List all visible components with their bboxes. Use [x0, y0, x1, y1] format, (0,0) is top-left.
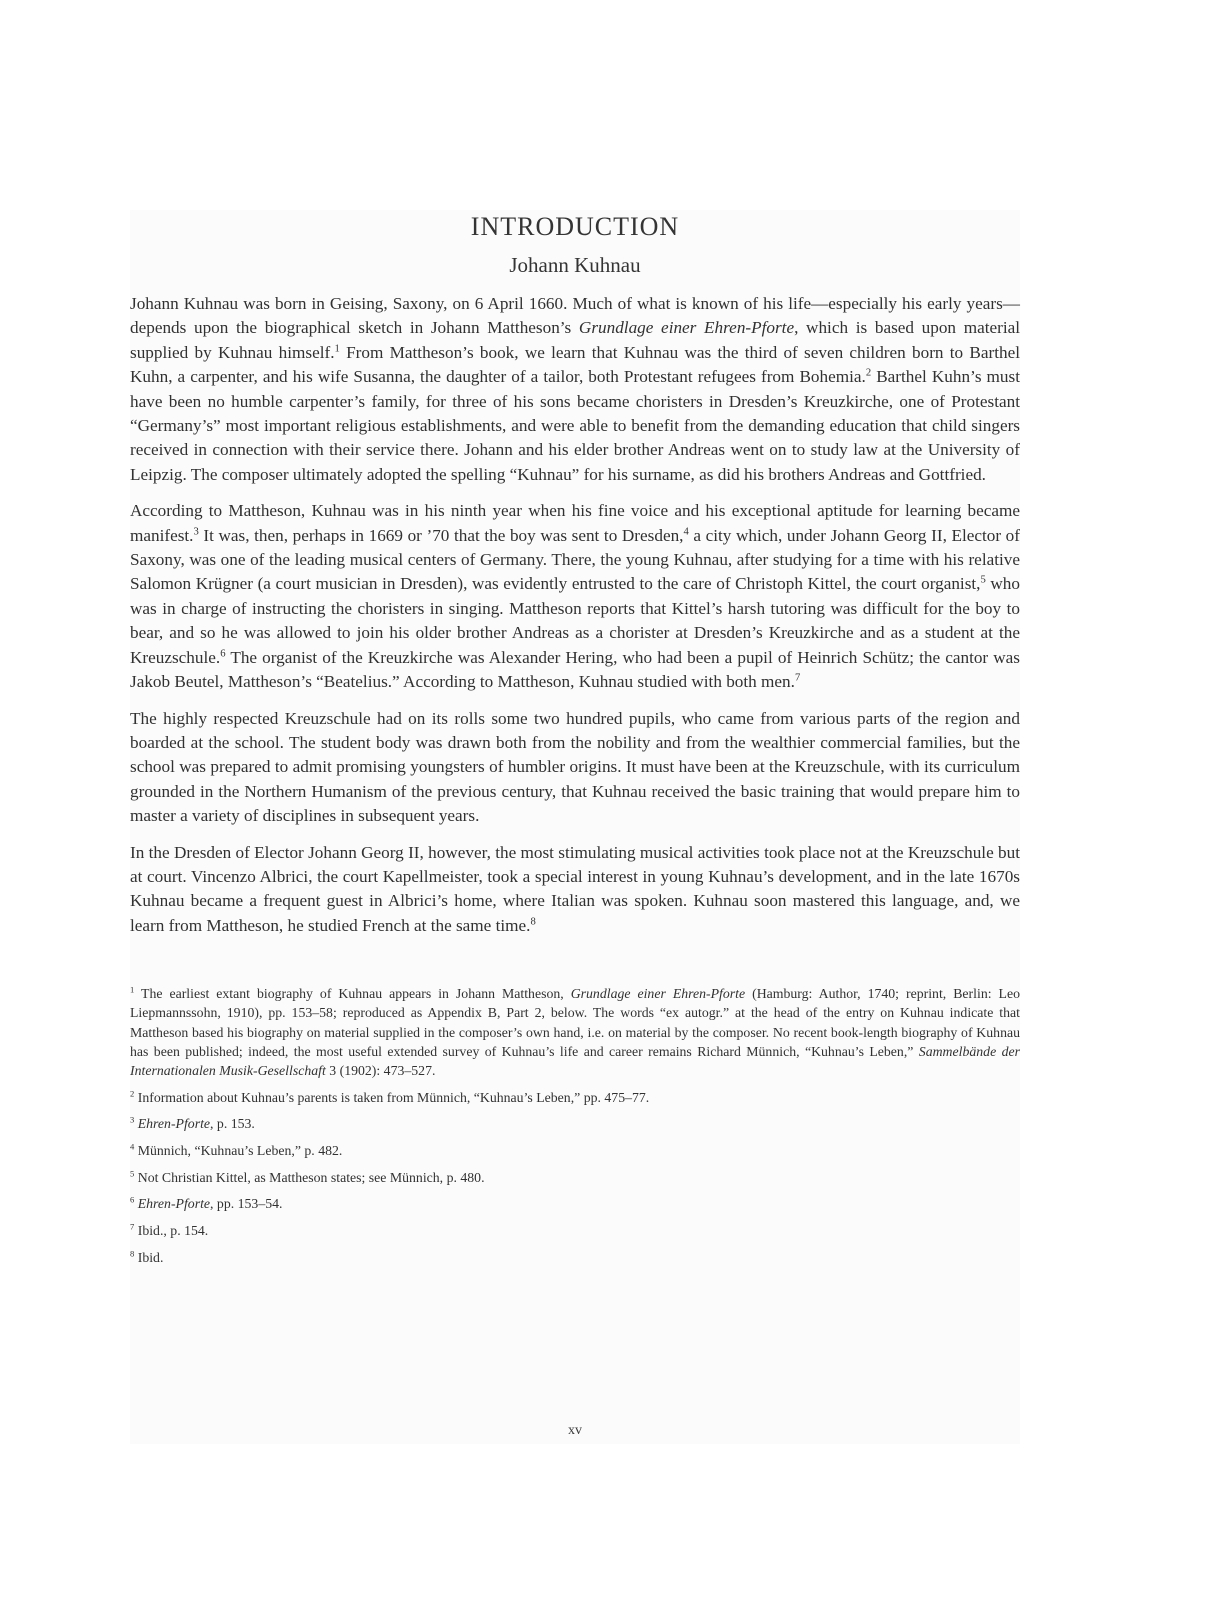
- text-run: From Mattheson’s book, we learn that Kuhnau was the third of seven children born to Barthel Kuhn, a carpenter, and his wife Susanna, the daughter of a tailor, both Protestant refugees from Bohemia.: [130, 342, 1020, 387]
- text-run: Johann Kuhnau was born in Geising, Saxony, on 6 April 1660. Much of what is known of his life—especially his early years—depends upon the biographical sketch in Johann Mattheson’s: [130, 294, 1020, 338]
- text-run: a city which, under Johann Georg II, Elector of Saxony, was one of the leading musical centers of Germany. There, the young Kuhnau, after studying for a time with his relative Salomon Krügner (a court musician in Dresden), was evidently entrusted to the care of Christoph Kittel, the court organist,: [130, 525, 1020, 594]
- page-number: xv: [568, 1423, 582, 1438]
- text-run: Münnich, “Kuhnau’s Leben,” p. 482.: [134, 1143, 343, 1159]
- body-text: [130, 292, 1020, 938]
- page-subtitle: Johann Kuhnau: [509, 253, 641, 277]
- paragraph-2: [130, 499, 1020, 694]
- footnote-ref: 1: [130, 984, 135, 995]
- text-run: According to Mattheson, Kuhnau was in his ninth year when his fine voice and his exceptional aptitude for learning became manifest.: [130, 501, 1020, 545]
- text-run: The organist of the Kreuzkirche was Alexander Hering, who had been a pupil of Heinrich Schütz; the cantor was Jakob Beutel, Mattheson’s “Beatelius.” According to Mattheson, Kuhnau studied with both men.: [130, 647, 1020, 692]
- footnote-ref: 5: [980, 574, 986, 586]
- footnote-5: [130, 1168, 1020, 1187]
- footnote-ref: 3: [193, 525, 199, 537]
- italic-run: Ehren-Pforte: [137, 1196, 211, 1212]
- footnote-ref: 4: [683, 525, 689, 537]
- footnote-ref: 5: [130, 1168, 135, 1179]
- scanned-book-page: [130, 210, 1020, 1444]
- text-run: , p. 153.: [210, 1116, 255, 1132]
- text-run: In the Dresden of Elector Johann Georg II, however, the most stimulating musical activities took place not at the Kreuzschule but at court. Vincenzo Albrici, the court Kapellmeister, took a special interest in young Kuhnau’s development, and in the late 1670s Kuhnau became a frequent guest in Albrici’s home, where Italian was spoken. Kuhnau soon mastered this language, and, we learn from Mattheson, he studied French at the same time.: [130, 842, 1020, 935]
- footnote-ref: 2: [130, 1088, 135, 1099]
- text-run: , pp. 153–54.: [210, 1196, 283, 1212]
- footnote-2: [130, 1088, 1020, 1107]
- paragraph-4: [130, 841, 1020, 939]
- text-run: Ibid.: [134, 1249, 164, 1265]
- footnote-ref: 4: [130, 1141, 135, 1152]
- text-run: Not Christian Kittel, as Mattheson states; see Münnich, p. 480.: [134, 1169, 485, 1185]
- italic-run: Grundlage einer Ehren-Pforte: [570, 986, 746, 1002]
- text-run: The earliest extant biography of Kuhnau appears in Johann Mattheson,: [134, 986, 571, 1002]
- page-title: INTRODUCTION: [470, 212, 680, 241]
- text-run: It was, then, perhaps in 1669 or ’70 that the boy was sent to Dresden,: [198, 525, 684, 545]
- footnote-ref: 6: [220, 647, 226, 659]
- footnote-ref: 8: [130, 1248, 135, 1259]
- text-run: Barthel Kuhn’s must have been no humble carpenter’s family, for three of his sons became choristers in Dresden’s Kreuzkirche, one of Protestant “Germany’s” most important religious establishments, and were able to benefit from the demanding education that child singers received in connection with their service there. Johann and his elder brother Andreas went on to study law at the University of Leipzig. The composer ultimately adopted the spelling “Kuhnau” for his surname, as did his brothers Andreas and Gottfried.: [130, 367, 1020, 484]
- footnote-1: [130, 984, 1020, 1080]
- footnote-ref: 7: [130, 1221, 135, 1232]
- footnote-ref: 1: [334, 343, 340, 355]
- text-run: (Hamburg: Author, 1740; reprint, Berlin: Leo Liepmannssohn, 1910), pp. 153–58; reproduced as Appendix B, Part 2, below. The words “ex autogr.” at the head of the entry on Kuhnau indicate that Mattheson based his biography on material supplied in the composer’s own hand, i.e. on material by the composer. No recent book-length biography of Kuhnau has been published; indeed, the most useful extended survey of Kuhnau’s life and career remains Richard Münnich, “Kuhnau’s Leben,”: [130, 986, 1020, 1059]
- footnote-ref: 3: [130, 1114, 135, 1125]
- footnote-ref: 2: [865, 367, 872, 379]
- text-run: Information about Kuhnau’s parents is taken from Münnich, “Kuhnau’s Leben,” pp. 475–77.: [134, 1089, 650, 1105]
- text-run: The highly respected Kreuzschule had on its rolls some two hundred pupils, who came from various parts of the region and boarded at the school. The student body was drawn both from the nobility and from the wealthier commercial families, but the school was prepared to admit promising youngsters of humbler origins. It must have been at the Kreuzschule, with its curriculum grounded in the Northern Humanism of the previous century, that Kuhnau received the basic training that would prepare him to master a variety of disciplines in subsequent years.: [130, 708, 1020, 826]
- footnote-8: [130, 1248, 1020, 1267]
- footnote-ref: 6: [130, 1194, 135, 1205]
- text-run: 3 (1902): 473–527.: [325, 1062, 436, 1078]
- italic-run: Ehren-Pforte: [137, 1116, 211, 1132]
- text-run: , which is based upon material supplied by Kuhnau himself.: [130, 318, 1020, 362]
- paragraph-1: [130, 292, 1020, 487]
- paragraph-3: [130, 707, 1020, 829]
- footnote-4: [130, 1141, 1020, 1160]
- footnotes-section: [130, 984, 1020, 1267]
- footnote-7: [130, 1221, 1020, 1240]
- footnote-ref: 8: [530, 916, 536, 928]
- text-run: Ibid., p. 154.: [134, 1223, 209, 1239]
- footnote-ref: 7: [794, 672, 801, 684]
- footnote-6: [130, 1194, 1020, 1213]
- italic-run: Sammelbände der Internationalen Musik-Gesellschaft: [130, 1043, 1020, 1078]
- text-run: who was in charge of instructing the choristers in singing. Mattheson reports that Kittel’s harsh tutoring was difficult for the boy to bear, and so he was allowed to join his older brother Andreas as a chorister at Dresden’s Kreuzkirche and as a student at the Kreuzschule.: [130, 574, 1020, 667]
- italic-run: Grundlage einer Ehren-Pforte: [578, 318, 795, 338]
- footnote-3: [130, 1114, 1020, 1133]
